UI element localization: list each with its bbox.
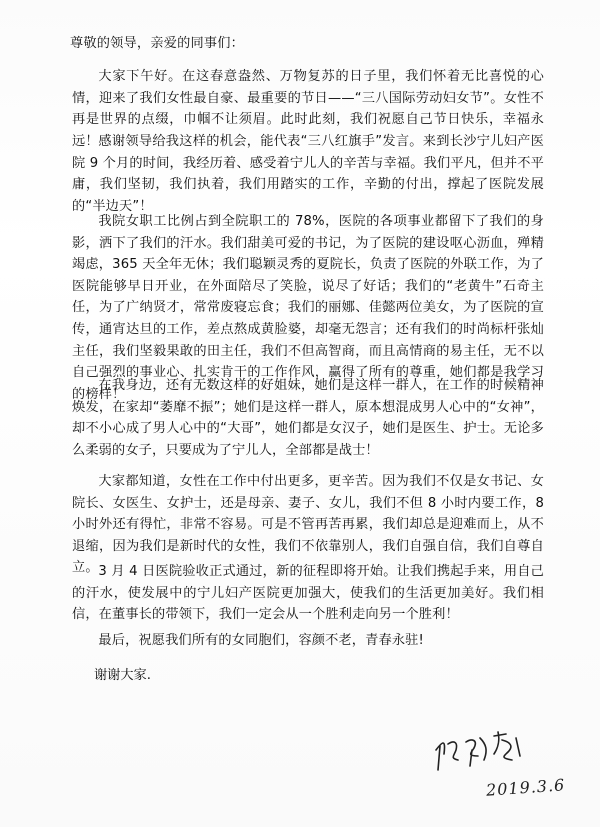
- paragraph-wishes: 最后，祝愿我们所有的女同胞们，容颜不老，青春永驻!: [98, 633, 424, 648]
- handwritten-signature: [428, 720, 548, 780]
- paragraph-greeting: 大家下午好。在这春意盎然、万物复苏的日子里，我们怀着无比喜悦的心情，迎来了我们女性最自豪、最重要的节日——“三八国际劳动妇女节”。女性不再是世界的点缀，巾帼不让须眉。此时此刻，我们祝愿自己节日快乐，幸福永远！: [72, 69, 544, 149]
- paragraph-sisters: 在我身边，还有无数这样的好姐妹，她们是这样一群人，在工作的时候精神焕发，在家却“萎靡不振”；她们是这样一群人，原本想混成男人心中的“女神”，却不小心成了男人心中的“大哥”，她们都是女汉子，她们是医生、护士。无论多么柔弱的女子，只要成为了宁儿人，全部都是战士！: [72, 378, 544, 458]
- paragraph-thanks: 感谢领导给我这样的机会，能代表“三八红旗手”发言。来到长沙宁儿妇产医院 9 个月的时间，我经历着、感受着宁儿人的辛苦与幸福。我们平凡，但并不平庸，我们坚韧，我们执着，我们用踏实的工作，辛勤的付出，撑起了医院发展的“半边天”！: [72, 134, 544, 214]
- salutation: 尊敬的领导，亲爱的同事们：: [70, 36, 245, 51]
- paragraph-colleagues: 我院女职工比例占到全院职工的 78%，医院的各项事业都留下了我们的身影，洒下了我们的汗水。我们甜美可爱的书记，为了医院的建设呕心沥血，殚精竭虑，365 天全年无休；我们聪颖灵秀的夏院长，负责了医院的外联工作，为了医院能够早日开业，在外面陪尽了笑脸，说尽了好话；我们的“老黄牛”石奇主任，为了广纳贤才，常常废寝忘食；我们的丽娜、佳懿两位美女，为了医院的宣传，通宵达旦的工作，差点熬成黄脸婆，却毫无怨言；还有我们的时尚标杆张灿主任，我们坚毅果敢的田主任，我们不但高智商，而且高情商的易主任，无不以自己强烈的事业心、扎实肯干的工作作风，赢得了所有的尊重，她们都是我学习的榜样！: [72, 214, 544, 402]
- closing-thanks: 谢谢大家.: [94, 668, 151, 683]
- paragraph-hardship: 大家都知道，女性在工作中付出更多，更辛苦。因为我们不仅是女书记、女院长、女医生、女护士，还是母亲、妻子、女儿，我们不但 8 小时内要工作，8 小时外还有得忙，非常不容易。可是不管再苦再累，我们却总是迎难而上，从不退缩，因为我们是新时代的女性，我们不依靠别人，我们自强自信，我们自尊自立。: [72, 474, 544, 576]
- paragraph-future: 3 月 4 日医院验收正式通过，新的征程即将开始。让我们携起手来，用自己的汗水，使发展中的宁儿妇产医院更加强大，使我们的生活更加美好。我们相信，在董事长的带领下，我们一定会从一个胜利走向另一个胜利！: [72, 564, 544, 623]
- signature-date: 2019.3.6: [485, 775, 566, 800]
